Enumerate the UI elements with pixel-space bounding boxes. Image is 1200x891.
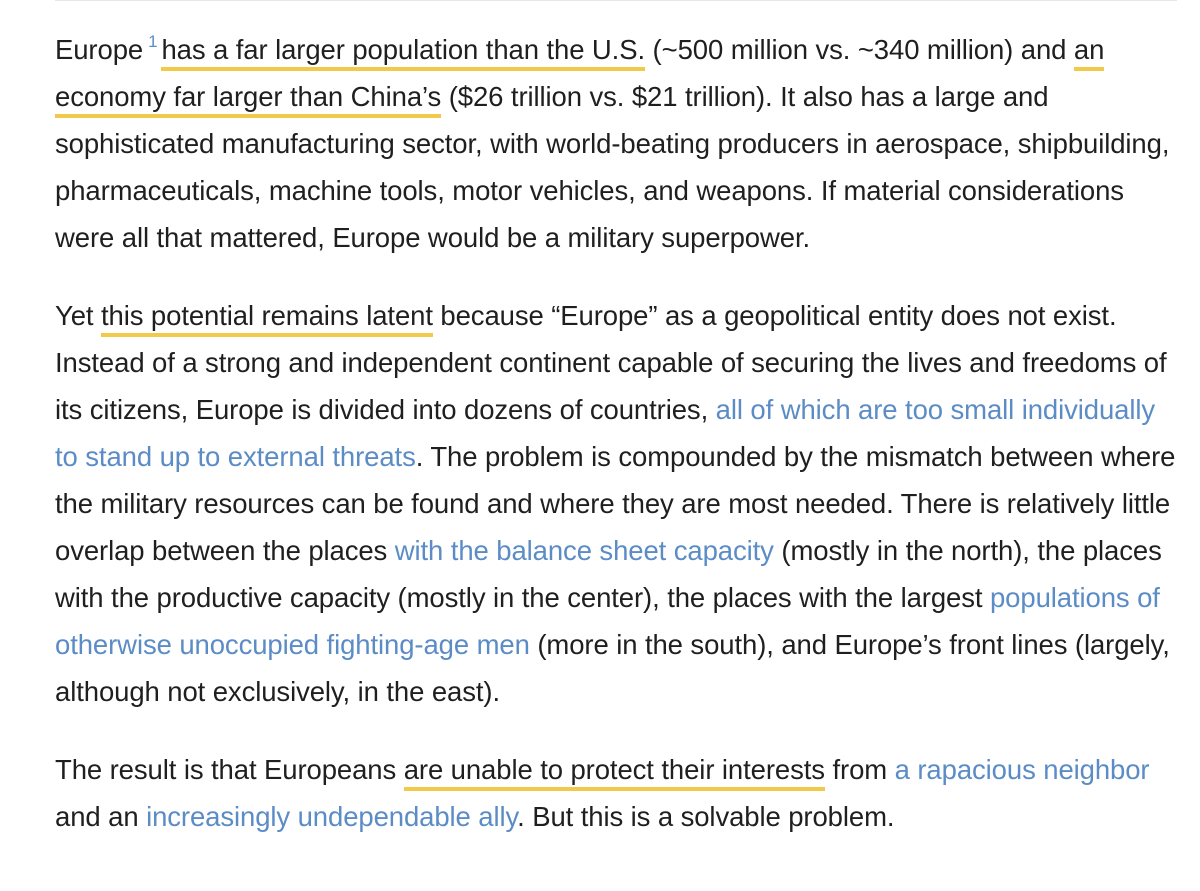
text-segment: . But this is a solvable problem. xyxy=(517,801,895,832)
link-fighting-age-men[interactable]: populations of otherwise unoccupied fighting-age men xyxy=(55,582,1160,660)
highlighted-phrase: an economy far larger than China’s xyxy=(55,34,1104,118)
text-segment: ($26 trillion vs. $21 trillion). It also has a large and sophisticated manufacturing sector, with world-beating producers in aerospace, shipbuilding, pharmaceuticals, machine tools, motor vehicles, and weapons. If material considerations were all that mattered, Europe would be a military superpower. xyxy=(55,81,1170,253)
highlighted-phrase: this potential remains latent xyxy=(101,300,433,337)
text-segment: . The problem is compounded by the mismatch between where the military resources can be found and where they are most needed. There is relatively little overlap between the places xyxy=(55,441,1176,566)
text-segment: The result is that Europeans xyxy=(55,754,404,785)
paragraph-1 xyxy=(55,26,1185,261)
text-segment: (~500 million vs. ~340 million) and xyxy=(645,34,1074,65)
article-body xyxy=(55,26,1185,871)
footnote-marker[interactable]: 1 xyxy=(148,32,158,51)
paragraph-2 xyxy=(55,292,1185,715)
link-balance-sheet-capacity[interactable]: with the balance sheet capacity xyxy=(394,535,774,566)
paragraph-3 xyxy=(55,746,1185,840)
highlighted-phrase: are unable to protect their interests xyxy=(404,754,825,791)
text-segment: from xyxy=(824,754,895,785)
link-rapacious-neighbor[interactable]: a rapacious neighbor xyxy=(894,754,1150,785)
text-segment: (mostly in the north), the places with the productive capacity (mostly in the center), the places with the largest xyxy=(55,535,1162,613)
text-segment: and an xyxy=(55,801,147,832)
text-segment: Europe xyxy=(55,34,144,65)
text-segment: Yet xyxy=(55,300,101,331)
top-divider xyxy=(55,0,1177,1)
link-undependable-ally[interactable]: increasingly undependable ally xyxy=(146,801,518,832)
highlighted-phrase: has a far larger population than the U.S. xyxy=(161,34,645,71)
text-segment: (more in the south), and Europe’s front lines (largely, although not exclusively, in the east). xyxy=(55,629,1170,707)
text-segment: because “Europe” as a geopolitical entity does not exist. Instead of a strong and independent continent capable of securing the lives and freedoms of its citizens, Europe is divided into dozens of countries, xyxy=(55,300,1167,425)
link-small-countries[interactable]: all of which are too small individually to stand up to external threats xyxy=(55,394,1156,472)
